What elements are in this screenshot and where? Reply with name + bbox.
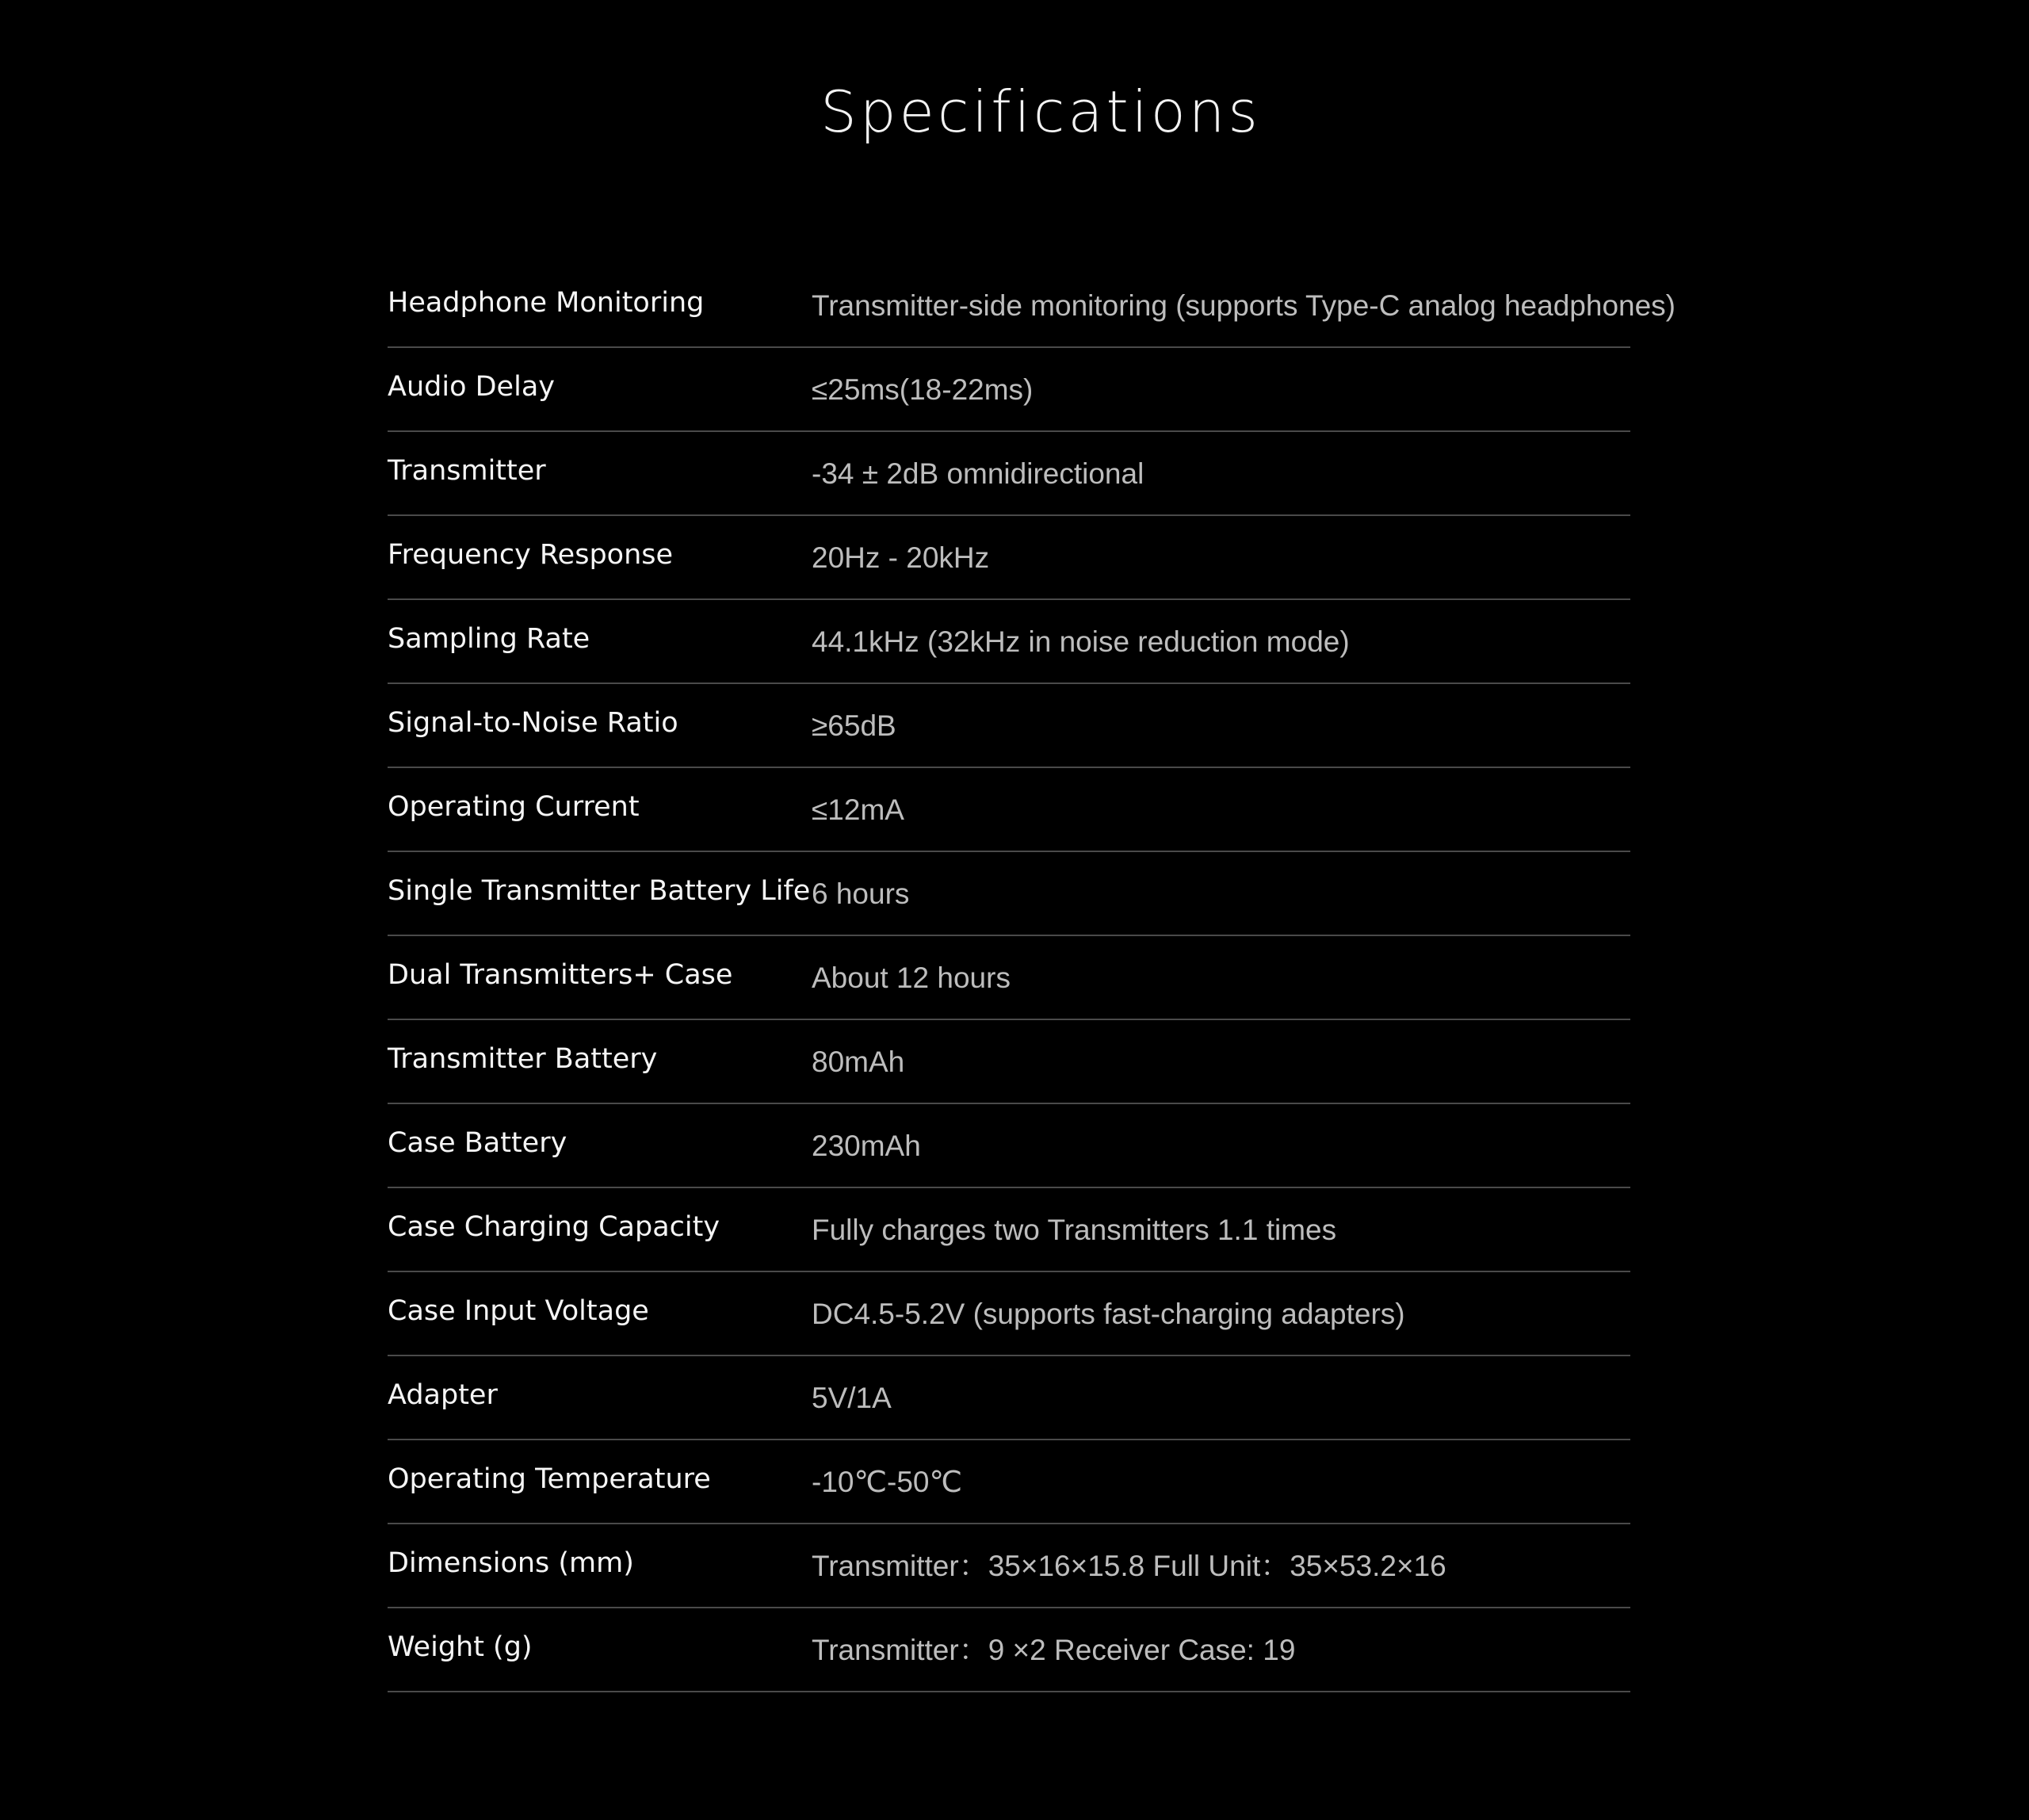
spec-label: Sampling Rate bbox=[388, 623, 590, 655]
spec-row bbox=[388, 936, 1630, 1020]
spec-value: 44.1kHz (32kHz in noise reduction mode) bbox=[812, 625, 1350, 658]
spec-label: Operating Temperature bbox=[388, 1463, 711, 1495]
spec-value: Transmitter：9 ×2 Receiver Case: 19 bbox=[812, 1634, 1296, 1666]
spec-value: -34 ± 2dB omnidirectional bbox=[812, 457, 1144, 490]
spec-label: Case Charging Capacity bbox=[388, 1211, 720, 1243]
spec-label: Transmitter bbox=[388, 455, 546, 487]
page-title: Specifications bbox=[820, 78, 1261, 145]
spec-label: Headphone Monitoring bbox=[388, 287, 705, 319]
spec-value: ≤25ms(18-22ms) bbox=[812, 373, 1034, 406]
spec-value: DC4.5-5.2V (supports fast-charging adapters) bbox=[812, 1298, 1405, 1330]
spec-table bbox=[388, 264, 1676, 1692]
spec-row bbox=[388, 768, 1630, 852]
spec-row bbox=[388, 432, 1630, 516]
spec-label: Case Battery bbox=[388, 1127, 567, 1159]
spec-row bbox=[388, 1440, 1630, 1524]
spec-row bbox=[388, 1524, 1630, 1608]
spec-row bbox=[388, 348, 1630, 432]
spec-row bbox=[388, 516, 1630, 600]
spec-value: 6 hours bbox=[812, 878, 910, 910]
spec-row bbox=[388, 600, 1630, 684]
spec-row bbox=[388, 1608, 1630, 1692]
spec-label: Frequency Response bbox=[388, 539, 674, 571]
spec-value: Fully charges two Transmitters 1.1 times bbox=[812, 1214, 1337, 1246]
spec-value: ≥65dB bbox=[812, 709, 896, 742]
spec-row bbox=[388, 1356, 1630, 1440]
spec-label: Adapter bbox=[388, 1379, 498, 1411]
spec-label: Transmitter Battery bbox=[388, 1043, 658, 1075]
spec-label: Audio Delay bbox=[388, 371, 555, 403]
spec-value: About 12 hours bbox=[812, 962, 1011, 994]
spec-label: Dimensions (mm) bbox=[388, 1547, 634, 1579]
spec-value: ≤12mA bbox=[812, 793, 904, 826]
spec-row bbox=[388, 1020, 1630, 1104]
spec-label: Weight (g) bbox=[388, 1631, 533, 1663]
spec-value: 5V/1A bbox=[812, 1382, 892, 1414]
spec-value: -10℃-50℃ bbox=[812, 1466, 963, 1498]
spec-row bbox=[388, 852, 1630, 936]
spec-value: 230mAh bbox=[812, 1130, 921, 1162]
spec-value: Transmitter-side monitoring (supports Type-C analog headphones) bbox=[812, 289, 1676, 322]
spec-row bbox=[388, 684, 1630, 768]
spec-row bbox=[388, 264, 1676, 348]
spec-label: Dual Transmitters+ Case bbox=[388, 959, 733, 991]
spec-row bbox=[388, 1104, 1630, 1188]
spec-value: Transmitter：35×16×15.8 Full Unit：35×53.2×16 bbox=[812, 1550, 1446, 1582]
spec-row bbox=[388, 1272, 1630, 1356]
spec-label: Signal-to-Noise Ratio bbox=[388, 707, 678, 739]
spec-value: 80mAh bbox=[812, 1046, 905, 1078]
spec-value: 20Hz - 20kHz bbox=[812, 541, 990, 574]
spec-row bbox=[388, 1188, 1630, 1272]
spec-label: Case Input Voltage bbox=[388, 1295, 649, 1327]
spec-label: Single Transmitter Battery Life bbox=[388, 875, 811, 907]
spec-label: Operating Current bbox=[388, 791, 640, 823]
